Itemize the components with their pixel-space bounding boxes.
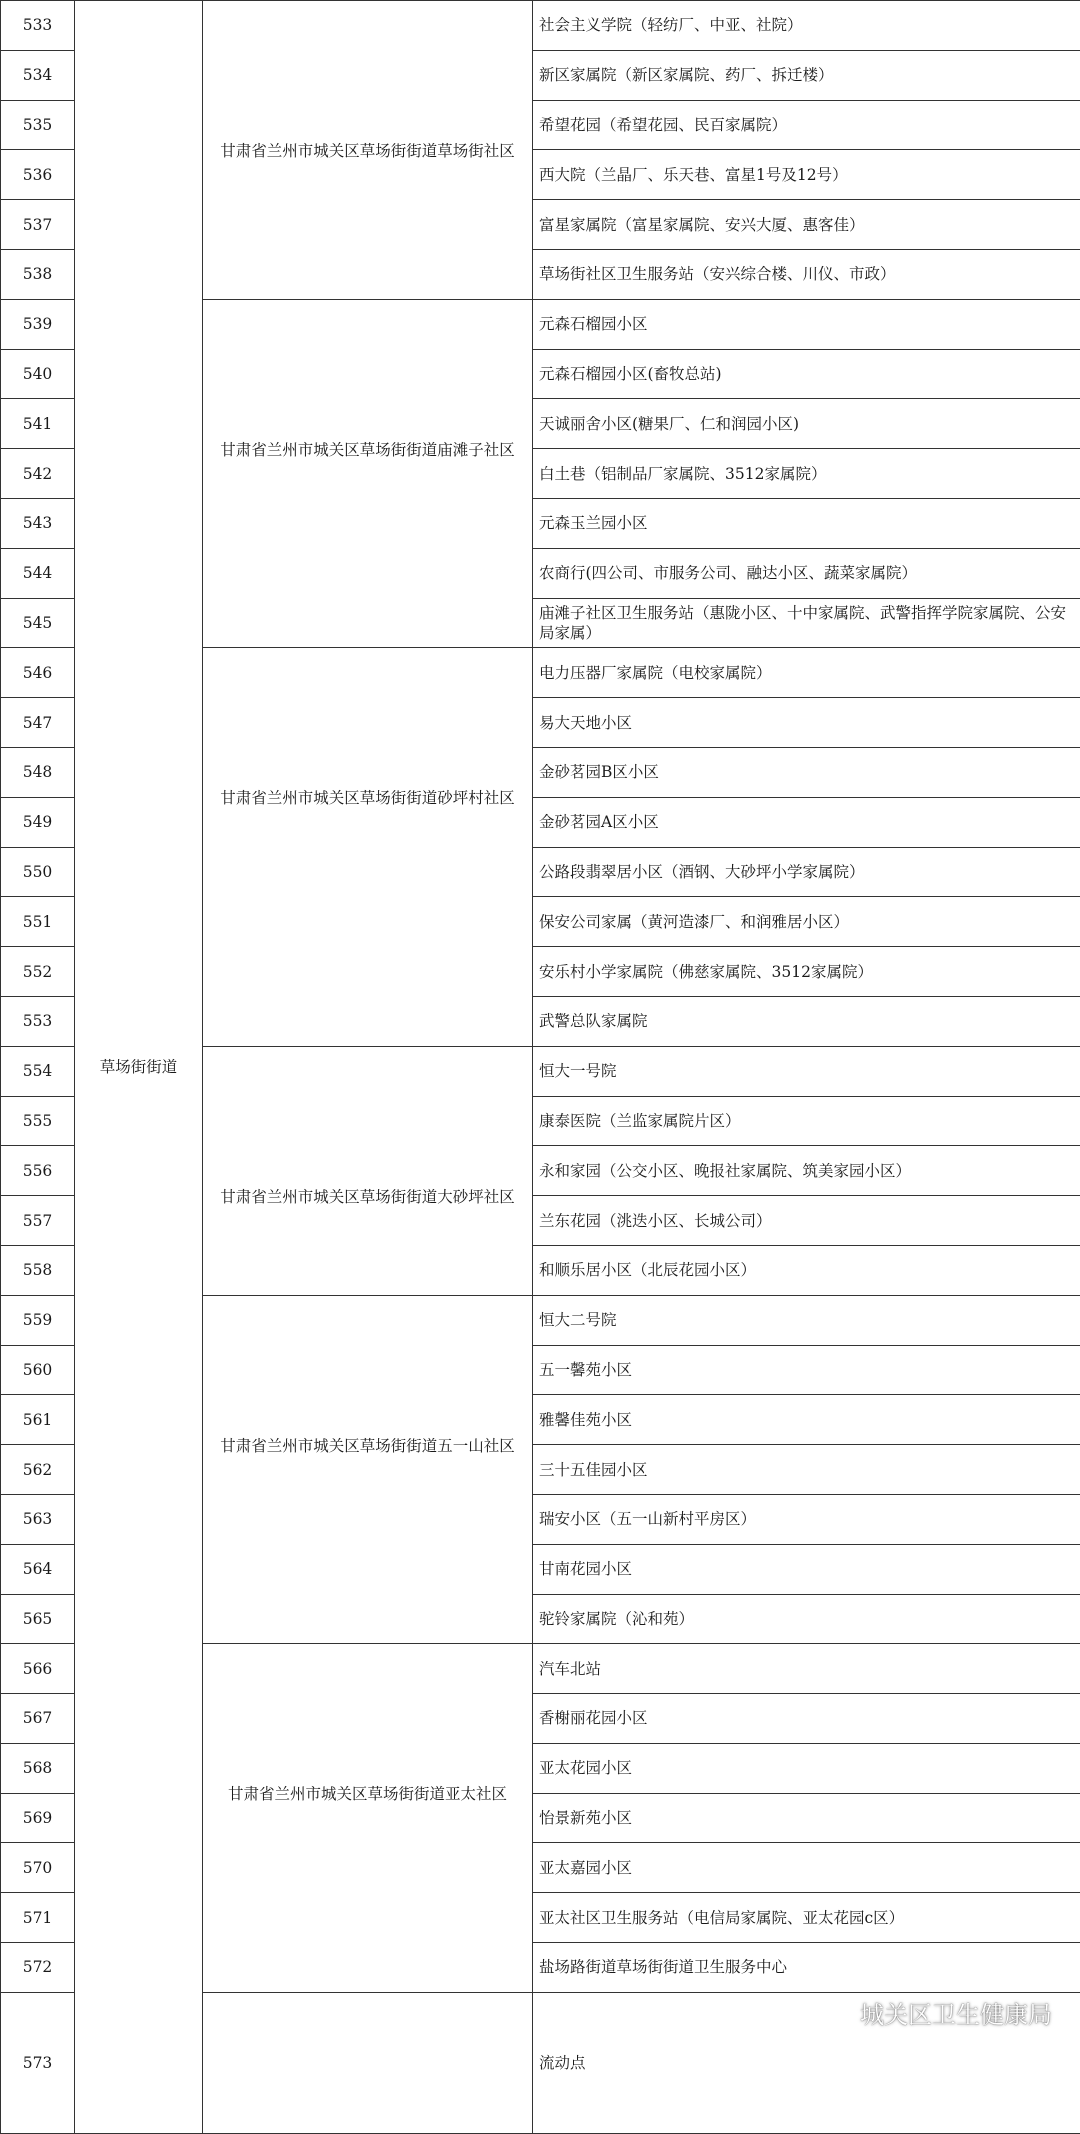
row-number: 565	[1, 1594, 75, 1644]
site-name: 流动点	[533, 1992, 1080, 2133]
row-number: 556	[1, 1146, 75, 1196]
row-number: 547	[1, 698, 75, 748]
community-name	[203, 1992, 533, 2133]
site-name: 电力压器厂家属院（电校家属院）	[533, 648, 1080, 698]
site-name: 汽车北站	[533, 1644, 1080, 1694]
row-number: 534	[1, 50, 75, 100]
row-number: 561	[1, 1395, 75, 1445]
row-number: 536	[1, 150, 75, 200]
row-number: 572	[1, 1943, 75, 1993]
site-name: 恒大一号院	[533, 1046, 1080, 1096]
community-label: 甘肃省兰州市城关区草场街街道砂坪村社区	[203, 788, 532, 808]
row-number: 540	[1, 349, 75, 399]
site-name: 金砂茗园A区小区	[533, 797, 1080, 847]
site-name: 白土巷（铝制品厂家属院、3512家属院）	[533, 449, 1080, 499]
row-number: 544	[1, 548, 75, 598]
community-name	[203, 1046, 533, 1295]
site-name: 安乐村小学家属院（佛慈家属院、3512家属院）	[533, 947, 1080, 997]
row-number: 550	[1, 847, 75, 897]
community-name	[203, 299, 533, 648]
site-name: 怡景新苑小区	[533, 1793, 1080, 1843]
site-name: 保安公司家属（黄河造漆厂、和润雅居小区）	[533, 897, 1080, 947]
row-number: 560	[1, 1345, 75, 1395]
row-number: 563	[1, 1494, 75, 1544]
row-number: 551	[1, 897, 75, 947]
row-number: 569	[1, 1793, 75, 1843]
community-label: 甘肃省兰州市城关区草场街街道庙滩子社区	[203, 440, 532, 460]
site-name: 金砂茗园B区小区	[533, 747, 1080, 797]
street-name: 草场街街道	[75, 1, 203, 2134]
community-label: 甘肃省兰州市城关区草场街街道草场街社区	[203, 141, 532, 161]
site-name: 元森石榴园小区(畜牧总站)	[533, 349, 1080, 399]
community-label: 甘肃省兰州市城关区草场街街道大砂坪社区	[203, 1187, 532, 1207]
row-number: 549	[1, 797, 75, 847]
site-name: 公路段翡翠居小区（酒钢、大砂坪小学家属院）	[533, 847, 1080, 897]
site-name: 三十五佳园小区	[533, 1445, 1080, 1495]
site-name: 武警总队家属院	[533, 996, 1080, 1046]
community-label: 甘肃省兰州市城关区草场街街道五一山社区	[203, 1436, 532, 1456]
row-number: 564	[1, 1544, 75, 1594]
community-label: 甘肃省兰州市城关区草场街街道亚太社区	[203, 1784, 532, 1804]
row-number: 542	[1, 449, 75, 499]
row-number: 554	[1, 1046, 75, 1096]
row-number: 566	[1, 1644, 75, 1694]
site-name: 庙滩子社区卫生服务站（惠陇小区、十中家属院、武警指挥学院家属院、公安局家属）	[533, 598, 1080, 648]
row-number: 546	[1, 648, 75, 698]
row-number: 567	[1, 1694, 75, 1744]
row-number: 570	[1, 1843, 75, 1893]
site-name: 社会主义学院（轻纺厂、中亚、社院）	[533, 1, 1080, 51]
site-name: 五一馨苑小区	[533, 1345, 1080, 1395]
row-number: 571	[1, 1893, 75, 1943]
row-number: 558	[1, 1245, 75, 1295]
row-number: 552	[1, 947, 75, 997]
site-name: 农商行(四公司、市服务公司、融达小区、蔬菜家属院）	[533, 548, 1080, 598]
site-name: 甘南花园小区	[533, 1544, 1080, 1594]
site-name: 西大院（兰晶厂、乐天巷、富星1号及12号）	[533, 150, 1080, 200]
site-name: 元森玉兰园小区	[533, 498, 1080, 548]
site-name: 永和家园（公交小区、晚报社家属院、筑美家园小区）	[533, 1146, 1080, 1196]
row-number: 537	[1, 200, 75, 250]
row-number: 538	[1, 249, 75, 299]
community-name	[203, 1295, 533, 1644]
site-name: 和顺乐居小区（北辰花园小区）	[533, 1245, 1080, 1295]
site-name: 驼铃家属院（沁和苑）	[533, 1594, 1080, 1644]
table-row	[1, 1, 1080, 51]
site-name: 新区家属院（新区家属院、药厂、拆迁楼）	[533, 50, 1080, 100]
site-name: 富星家属院（富星家属院、安兴大厦、惠客佳）	[533, 200, 1080, 250]
watermark	[816, 1995, 1052, 2030]
row-number: 539	[1, 299, 75, 349]
site-name: 天诚丽舍小区(糖果厂、仁和润园小区)	[533, 399, 1080, 449]
row-number: 553	[1, 996, 75, 1046]
row-number: 545	[1, 598, 75, 648]
row-number: 573	[1, 1992, 75, 2133]
site-name: 草场街社区卫生服务站（安兴综合楼、川仪、市政）	[533, 249, 1080, 299]
site-name: 瑞安小区（五一山新村平房区）	[533, 1494, 1080, 1544]
row-number: 555	[1, 1096, 75, 1146]
row-number: 548	[1, 747, 75, 797]
site-name: 希望花园（希望花园、民百家属院）	[533, 100, 1080, 150]
site-name: 元森石榴园小区	[533, 299, 1080, 349]
community-name	[203, 1, 533, 300]
site-name: 盐场路街道草场街街道卫生服务中心	[533, 1943, 1080, 1993]
site-name: 兰东花园（洮迭小区、长城公司）	[533, 1196, 1080, 1246]
community-name	[203, 1644, 533, 1993]
row-number: 559	[1, 1295, 75, 1345]
site-name: 亚太社区卫生服务站（电信局家属院、亚太花园c区）	[533, 1893, 1080, 1943]
site-name: 香榭丽花园小区	[533, 1694, 1080, 1744]
watermark-text: 城关区卫生健康局	[860, 1995, 1052, 2030]
site-name: 亚太花园小区	[533, 1743, 1080, 1793]
site-name: 易大天地小区	[533, 698, 1080, 748]
site-name: 康泰医院（兰监家属院片区）	[533, 1096, 1080, 1146]
row-number: 568	[1, 1743, 75, 1793]
row-number: 533	[1, 1, 75, 51]
site-name: 恒大二号院	[533, 1295, 1080, 1345]
row-number: 557	[1, 1196, 75, 1246]
row-number: 543	[1, 498, 75, 548]
site-name: 雅馨佳苑小区	[533, 1395, 1080, 1445]
site-name: 亚太嘉园小区	[533, 1843, 1080, 1893]
row-number: 541	[1, 399, 75, 449]
community-name	[203, 648, 533, 1046]
row-number: 562	[1, 1445, 75, 1495]
row-number: 535	[1, 100, 75, 150]
wechat-icon	[816, 1998, 854, 2028]
